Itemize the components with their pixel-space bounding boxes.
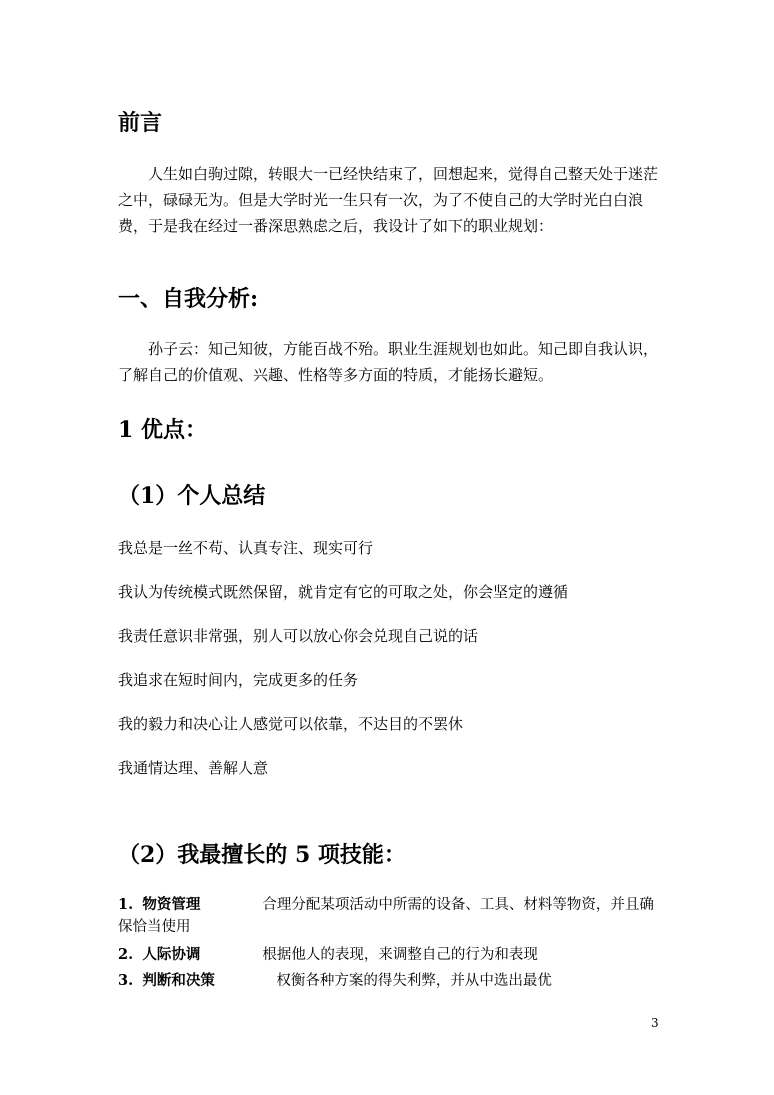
summary-line: 我的毅力和决心让人感觉可以依靠，不达目的不罢休 — [118, 715, 464, 733]
skill-number: 3. — [118, 972, 134, 989]
personal-summary-heading: （1）个人总结 — [118, 483, 266, 509]
skill-description: 根据他人的表现，来调整自己的行为和表现 — [262, 947, 538, 963]
self-analysis-heading: 一、自我分析: — [118, 286, 259, 312]
self-analysis-paragraph: 孙子云：知己知彼，方能百战不殆。职业生涯规划也如此。知己即自我认识，了解自己的价值观、兴趣、性格等多方面的特质，才能扬长避短。 — [118, 340, 659, 384]
skill-description: 合理分配某项活动中所需的设备、工具、材料等物资，并且确保恰当使用 — [118, 897, 654, 935]
skill-item — [118, 894, 666, 938]
skills-heading: （2）我最擅长的 5 项技能： — [118, 842, 406, 868]
skill-name: 物资管理 — [142, 896, 201, 913]
summary-line: 我通情达理、善解人意 — [118, 759, 269, 777]
advantages-heading: 1 优点： — [118, 417, 207, 443]
page-number: 3 — [651, 1016, 659, 1030]
skill-description: 权衡各种方案的得失利弊，并从中选出最优 — [276, 973, 552, 989]
skill-item — [118, 944, 666, 966]
skill-name: 人际协调 — [142, 946, 201, 963]
summary-line: 我总是一丝不苟、认真专注、现实可行 — [118, 539, 374, 557]
summary-line: 我责任意识非常强，别人可以放心你会兑现自己说的话 — [118, 627, 479, 645]
preface-paragraph: 人生如白驹过隙，转眼大一已经快结束了，回想起来，觉得自己整天处于迷茫之中，碌碌无为。但是大学时光一生只有一次，为了不使自己的大学时光白白浪费，于是我在经过一番深思熟虑之后，我设计了如下的职业规划： — [118, 165, 659, 235]
preface-heading: 前言 — [118, 110, 163, 136]
skill-item — [118, 970, 666, 992]
skill-name: 判断和决策 — [142, 972, 215, 989]
summary-line: 我追求在短时间内，完成更多的任务 — [118, 671, 359, 689]
skill-number: 2. — [118, 946, 134, 963]
skill-number: 1. — [118, 896, 134, 913]
summary-line: 我认为传统模式既然保留，就肯定有它的可取之处，你会坚定的遵循 — [118, 583, 569, 601]
